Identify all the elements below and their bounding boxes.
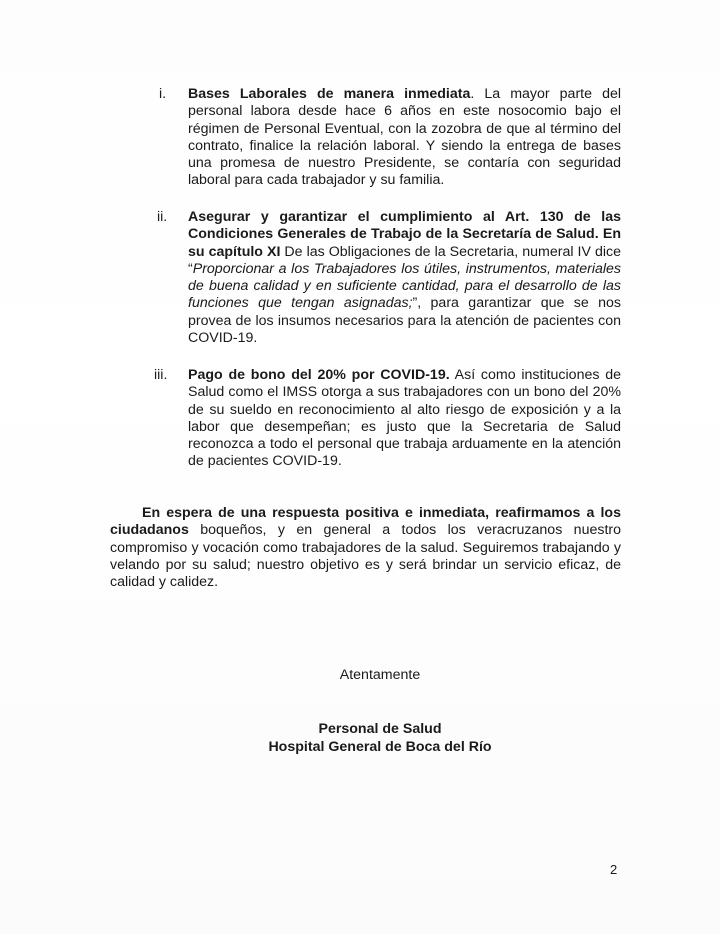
list-item-body xyxy=(188,86,621,190)
list-marker: ii. xyxy=(157,209,168,225)
closing-paragraph xyxy=(110,505,621,591)
signature-line-2: Hospital General de Boca del Río xyxy=(268,739,492,755)
list-item-body xyxy=(188,367,621,471)
signoff: Atentamente xyxy=(339,667,421,683)
list-marker: i. xyxy=(159,86,167,102)
signature-line-1: Personal de Salud xyxy=(318,721,442,737)
item-quote: Proporcionar a los Trabajadores los útiles, instrumentos, materiales de buena calidad y en suficiente cantidad, para el desarrollo de las funciones que tengan asignadas; xyxy=(188,260,621,312)
item-bold-lead: Pago de bono del 20% por COVID-19. xyxy=(188,367,450,383)
item-bold-lead: Asegurar y garantizar el cumplimiento al Art. 130 de las Condiciones Generales de Trabajo de la Secretaría de Salud. En su capítulo XI xyxy=(188,209,621,260)
item-text: . La mayor parte del personal labora desde hace 6 años en este nosocomio bajo el régimen de Personal Eventual, con la zozobra de que al término del contrato, finalice la relación laboral. Y siendo la entrega de bases una promesa de nuestro Presidente, se contaría con seguridad laboral para cada trabajador y su familia. xyxy=(188,86,621,189)
list-item-body xyxy=(188,209,621,347)
item-text: Así como instituciones de Salud como el IMSS otorga a sus trabajadores con un bono del 20% de su sueldo en reconocimiento al alto riesgo de exposición y a la labor que desempeñan; es justo que la Secretaria de Salud reconozca a todo el personal que trabaja arduamente en la atención de pacientes COVID-19. xyxy=(188,367,621,470)
closing-bold-lead: En espera de una respuesta positiva e inmediata, reafirmamos a los ciudadanos xyxy=(110,505,621,539)
item-text-before-quote: De las Obligaciones de la Secretaria, numeral IV dice “ xyxy=(188,243,622,277)
closing-text: boqueños, y en general a todos los veracruzanos nuestro compromiso y vocación como trabajadores de la salud. Seguiremos trabajando y velando por su salud; nuestro objetivo es y será brindar un servicio eficaz, de calidad y calidez. xyxy=(110,522,621,591)
item-bold-lead: Bases Laborales de manera inmediata xyxy=(188,86,471,102)
item-text-after-quote: ”, para garantizar que se nos provea de los insumos necesarios para la atención de pacientes con COVID-19. xyxy=(188,295,622,347)
page-number: 2 xyxy=(610,862,618,877)
list-marker: iii. xyxy=(154,367,168,383)
